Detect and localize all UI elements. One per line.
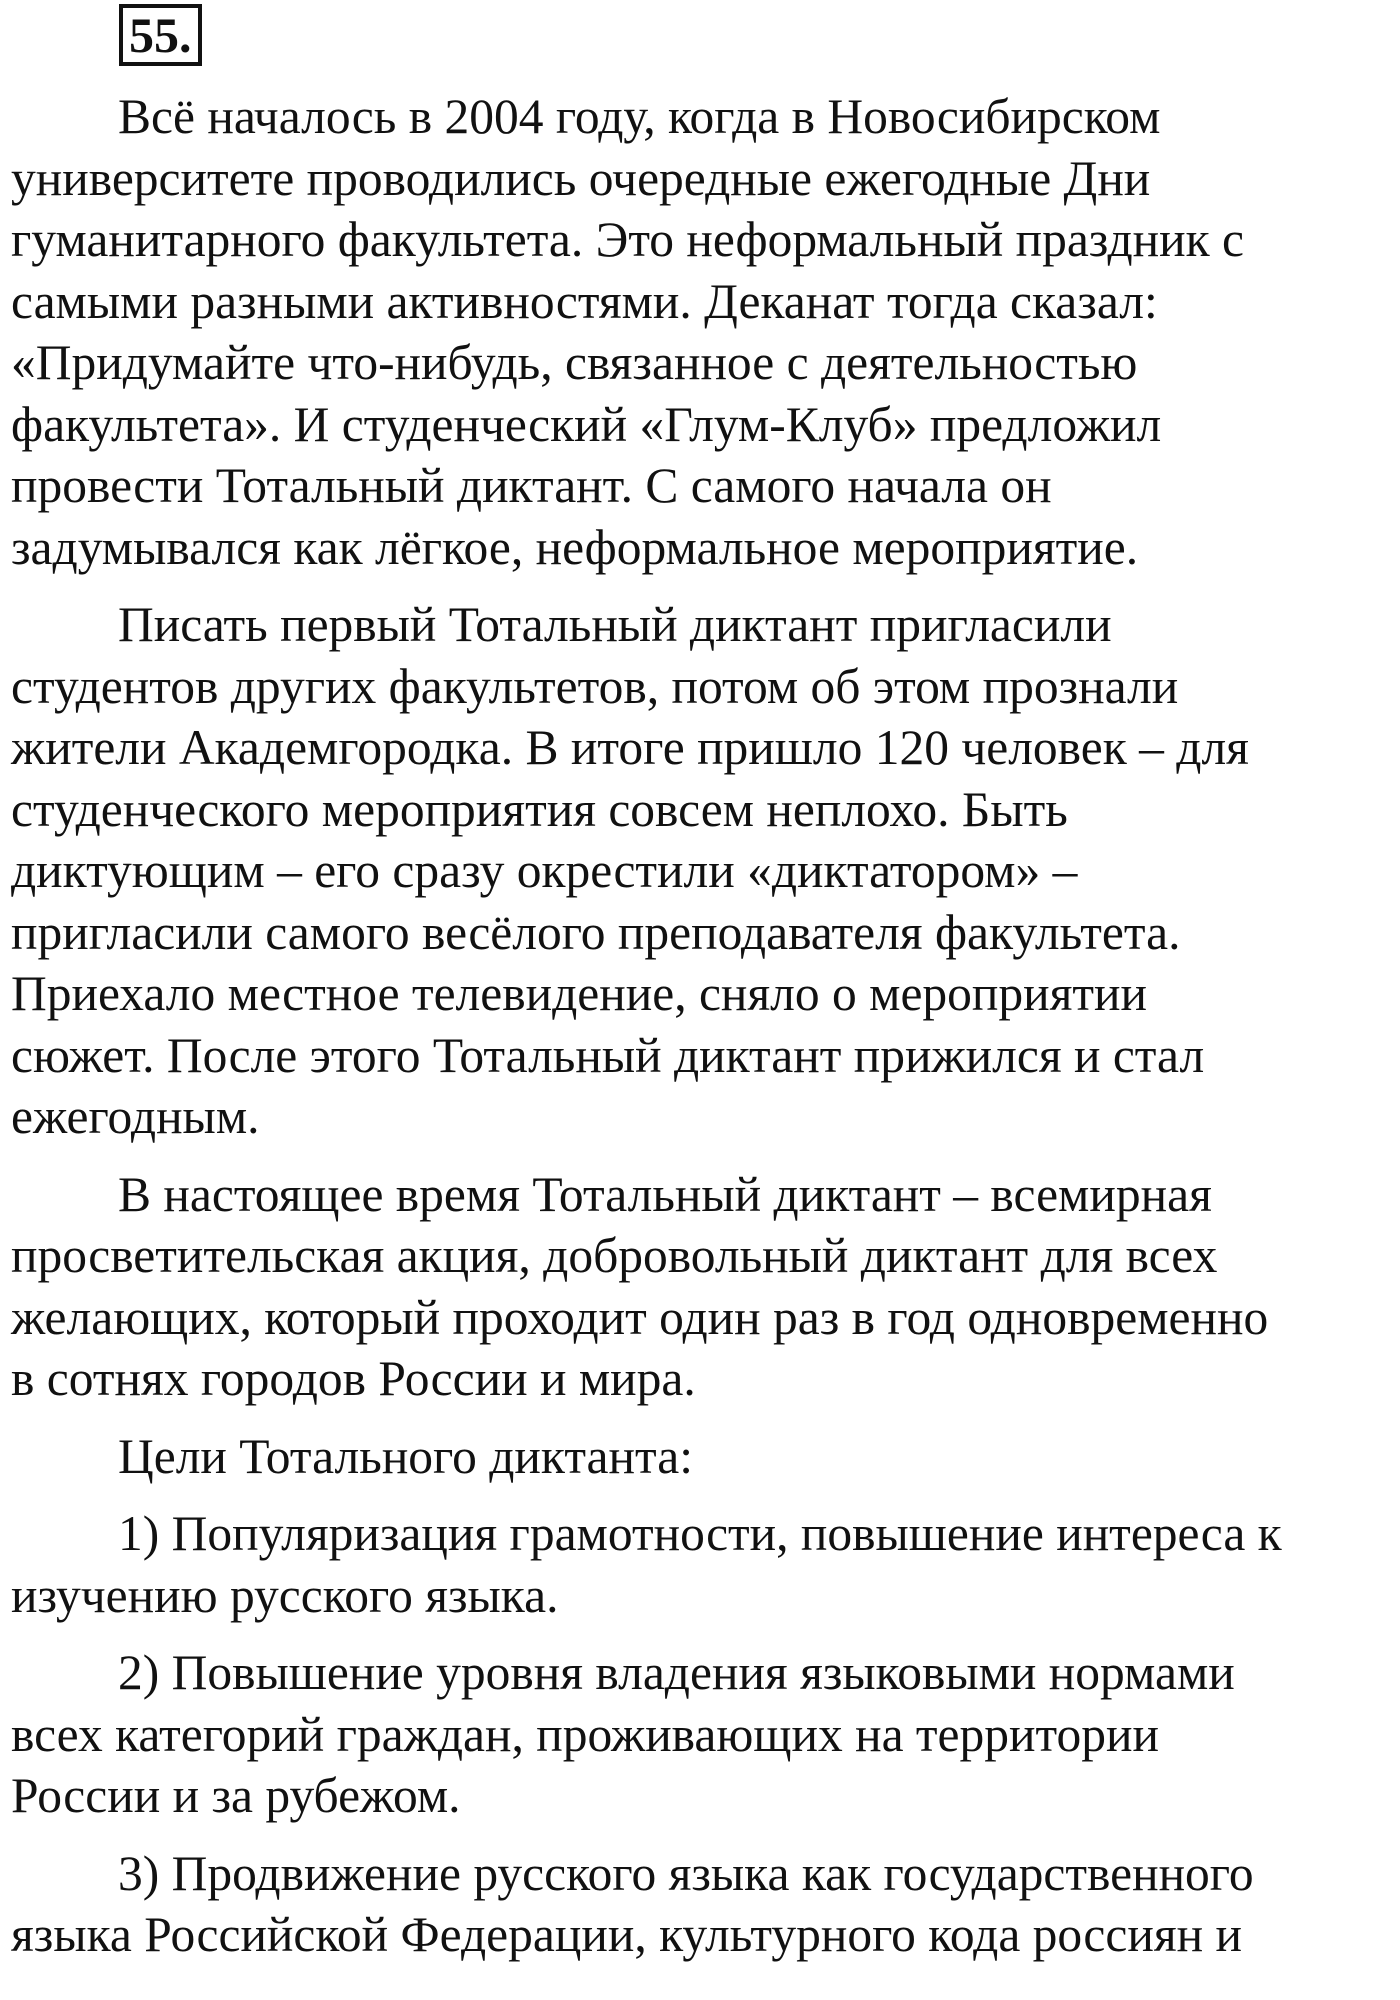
- text-line: жители Академгородка. В итоге пришло 120 человек – для: [11, 720, 1249, 775]
- paragraph-goals-heading: [11, 1426, 1396, 1488]
- text-line: Приехало местное телевидение, сняло о мероприятии: [11, 966, 1148, 1021]
- paragraph-goal-2: [11, 1642, 1396, 1827]
- text-line: просветительская акция, добровольный диктант для всех: [11, 1228, 1218, 1283]
- text-line: Писать первый Тотальный диктант пригласили: [118, 597, 1112, 652]
- text-line: сюжет. После этого Тотальный диктант прижился и стал: [11, 1027, 1205, 1083]
- paragraph-goal-1: [11, 1503, 1396, 1626]
- text-line: 3) Продвижение русского языка как государственного: [118, 1845, 1254, 1901]
- paragraph-gap: [11, 1148, 1396, 1164]
- text-line: факультета». И студенческий «Глум-Клуб» предложил: [11, 396, 1162, 452]
- text-line: студенческого мероприятия совсем неплохо. Быть: [11, 781, 1068, 837]
- text-line: диктующим – его сразу окрестили «диктатором» –: [11, 843, 1078, 898]
- text-line: 2) Повышение уровня владения языковыми нормами: [118, 1645, 1235, 1700]
- text-line: университете проводились очередные ежегодные Дни: [11, 150, 1151, 206]
- paragraph-2: [11, 594, 1396, 1148]
- text-line: провести Тотальный диктант. С самого начала он: [11, 458, 1052, 513]
- text-line: изучению русского языка.: [11, 1567, 559, 1623]
- paragraph-gap: [11, 1410, 1396, 1426]
- paragraph-goal-3: [11, 1843, 1396, 1966]
- paragraph-gap: [11, 1827, 1396, 1843]
- text-line: пригласили самого весёлого преподавателя факультета.: [11, 904, 1181, 960]
- text-line: языка Российской Федерации, культурного кода россиян и: [11, 1907, 1242, 1962]
- paragraph-gap: [11, 1626, 1396, 1642]
- text-line: «Придумайте что-нибудь, связанное с деятельностью: [11, 335, 1138, 390]
- text-line: гуманитарного факультета. Это неформальный праздник с: [11, 212, 1245, 267]
- exercise-number: 55.: [119, 4, 202, 66]
- text-line: Цели Тотального диктанта:: [118, 1428, 693, 1484]
- text-body: [11, 86, 1396, 1966]
- text-line: задумывался как лёгкое, неформальное мероприятие.: [11, 519, 1139, 575]
- text-line: России и за рубежом.: [11, 1768, 461, 1823]
- text-line: студентов других факультетов, потом об этом прознали: [11, 658, 1179, 714]
- text-line: всех категорий граждан, проживающих на территории: [11, 1706, 1159, 1762]
- paragraph-gap: [11, 578, 1396, 594]
- text-line: желающих, который проходит один раз в год одновременно: [11, 1289, 1269, 1345]
- paragraph-gap: [11, 1487, 1396, 1503]
- paragraph-1: [11, 86, 1396, 578]
- text-line: ежегодным.: [11, 1089, 260, 1144]
- text-line: Всё началось в 2004 году, когда в Новосибирском: [118, 89, 1161, 144]
- paragraph-3: [11, 1164, 1396, 1410]
- text-line: 1) Популяризация грамотности, повышение интереса к: [118, 1506, 1282, 1561]
- text-line: в сотнях городов России и мира.: [11, 1351, 696, 1406]
- text-line: В настоящее время Тотальный диктант – всемирная: [118, 1166, 1212, 1222]
- text-line: самыми разными активностями. Деканат тогда сказал:: [11, 273, 1158, 329]
